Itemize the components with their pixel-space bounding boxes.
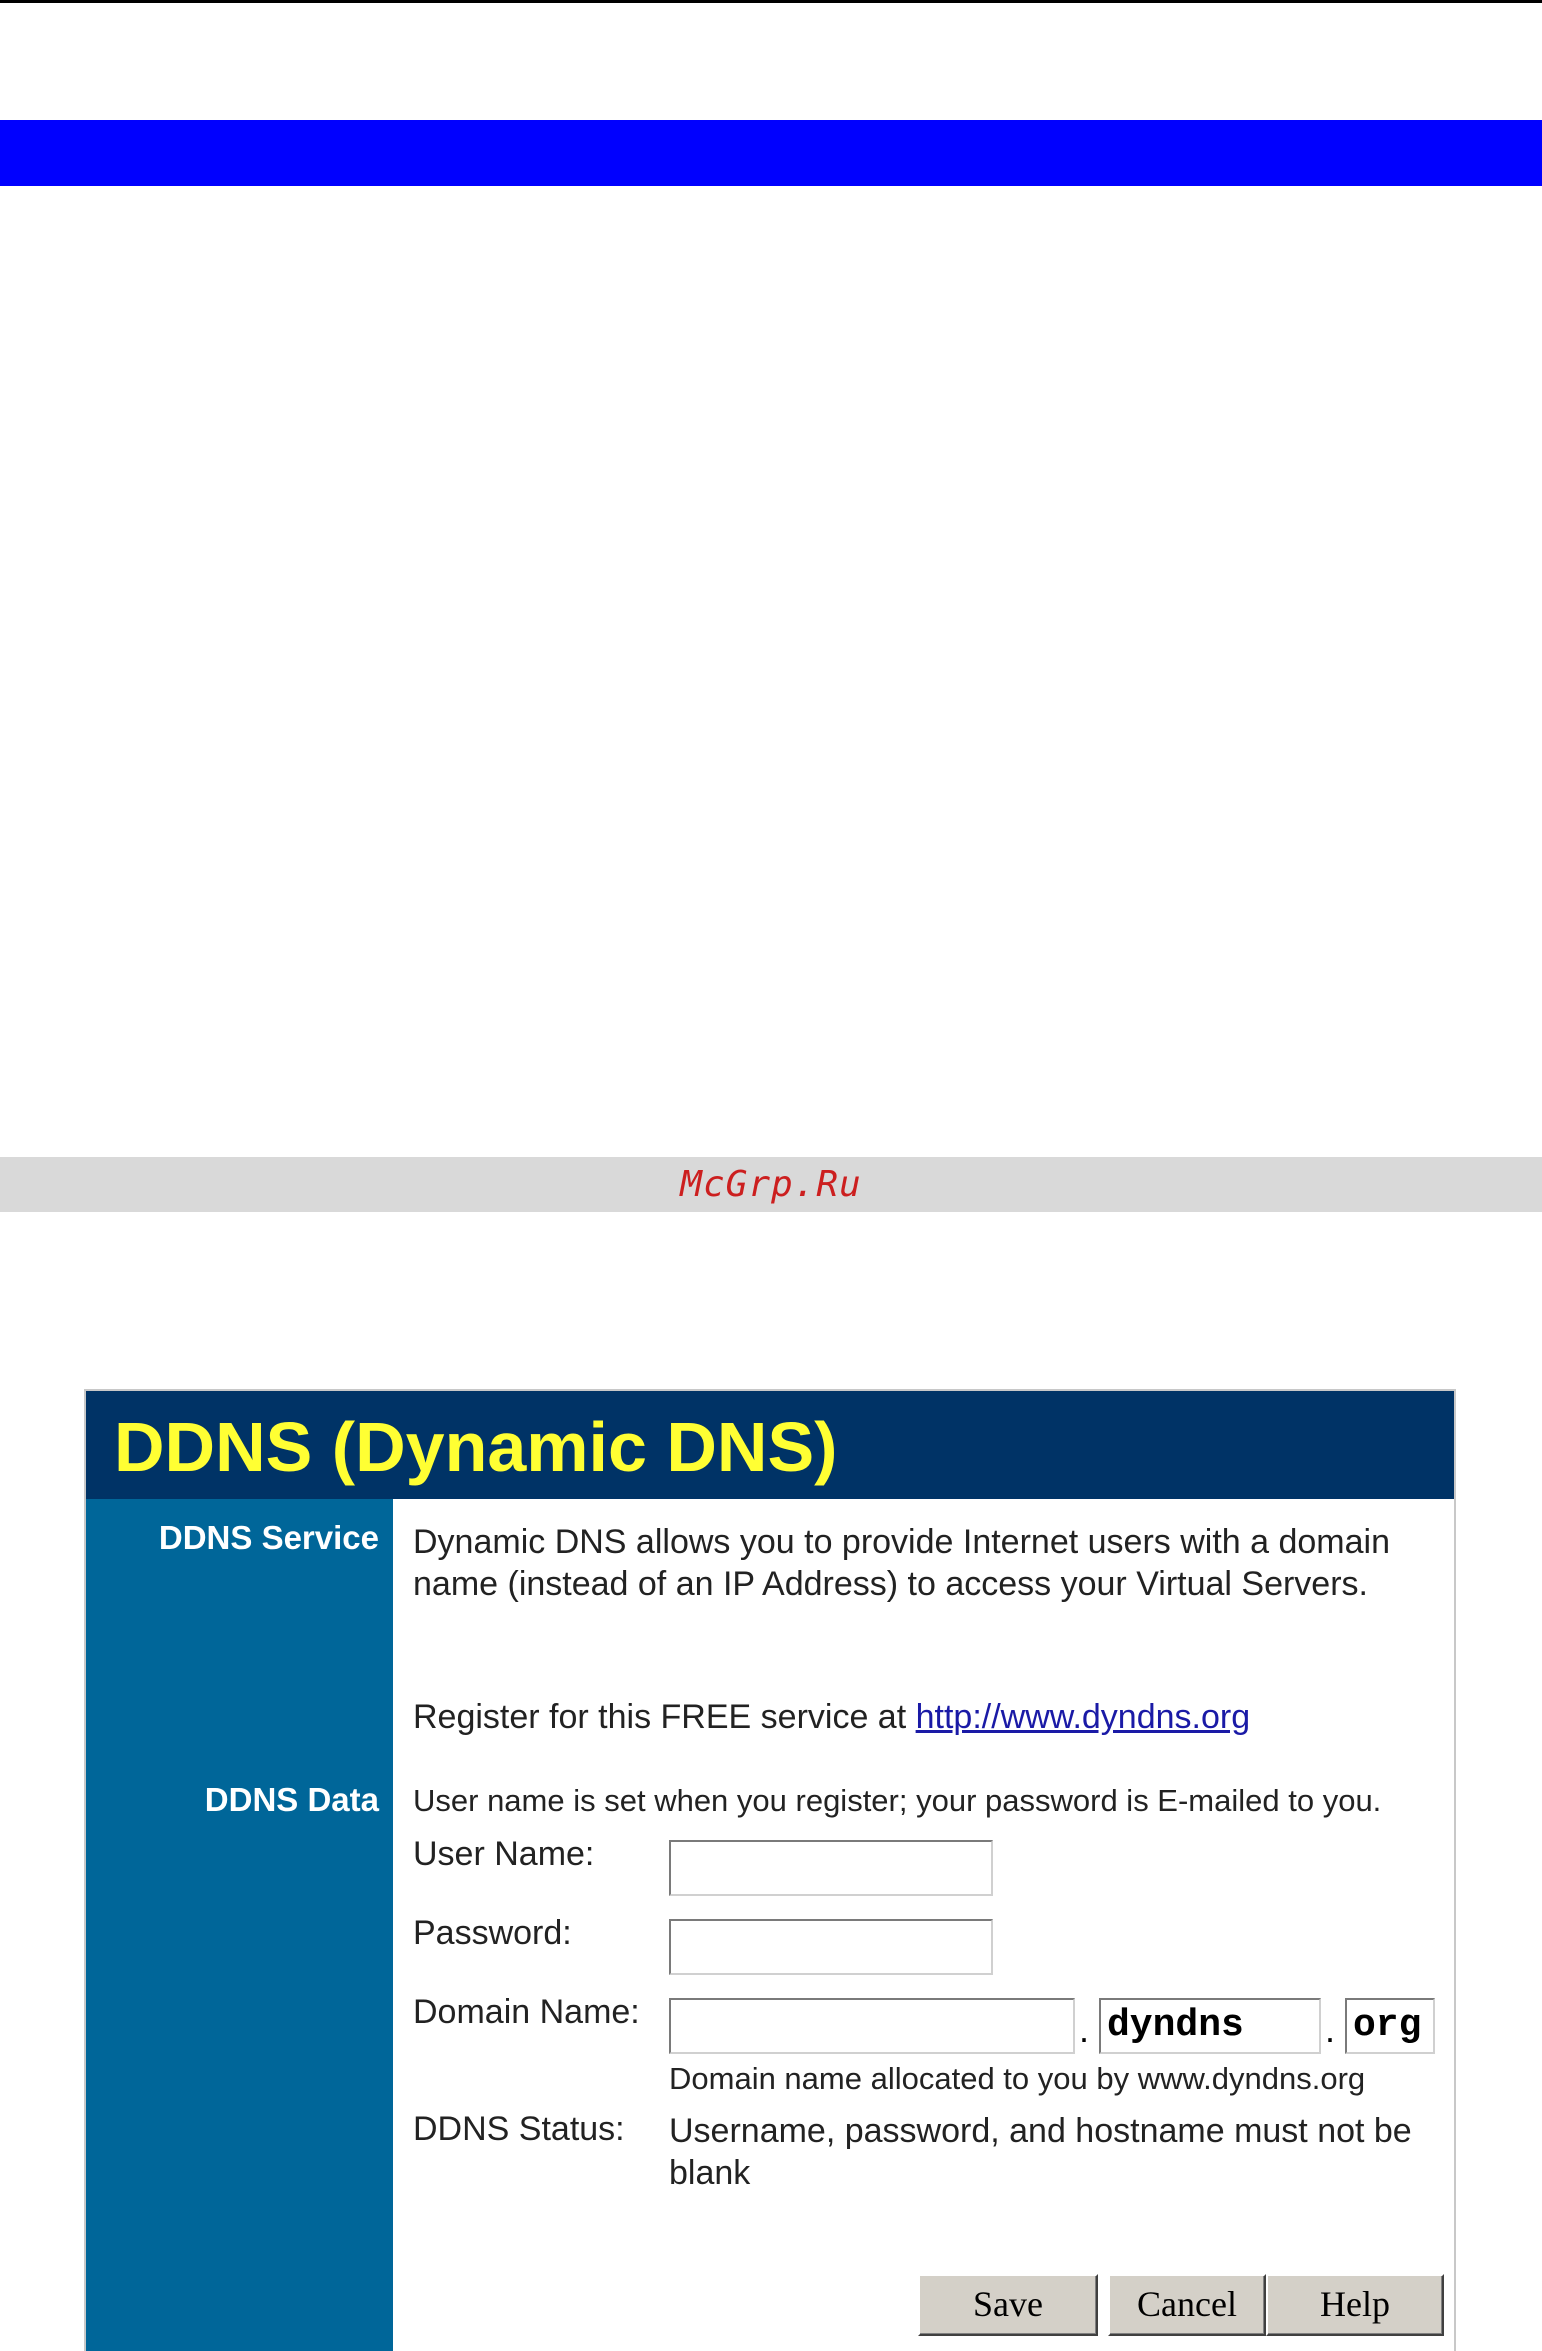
register-prefix: Register for this FREE service at [413,1698,916,1736]
dyndns-link[interactable]: http://www.dyndns.org [915,1698,1251,1736]
user-name-input[interactable] [669,1840,993,1896]
section-label-ddns-data: DDNS Data [204,1781,379,1818]
panel-header [86,1391,1454,1499]
ddns-status-value: Username, password, and hostname must not be blank [669,2112,1412,2192]
domain-dot-2: . [1325,2009,1336,2050]
side-column [86,1499,393,2351]
register-line [413,1696,1433,1738]
service-description: Dynamic DNS allows you to provide Internet users with a domain name (instead of an IP Address) to access your Virtual Servers. [413,1523,1390,1603]
cancel-button[interactable]: Cancel [1108,2274,1266,2336]
domain-hint: Domain name allocated to you by www.dyndns.org [669,2061,1366,2096]
domain-dot-1: . [1079,2009,1090,2050]
page-title: DDNS (Dynamic DNS) [114,1408,838,1486]
save-button[interactable]: Save [918,2274,1098,2336]
header-bar [0,120,1542,186]
ddns-panel [84,1389,1456,2351]
domain-name-label: Domain Name: [413,1993,640,2031]
help-button[interactable]: Help [1266,2274,1444,2336]
ddns-status-label: DDNS Status: [413,2110,625,2148]
watermark: McGrp.Ru [680,1164,862,1205]
domain-host-input[interactable] [669,1998,1075,2054]
password-input[interactable] [669,1919,993,1975]
top-rule [0,0,1542,3]
watermark-bar [0,1157,1542,1212]
domain-tld-input[interactable]: org [1345,1998,1435,2054]
content-area [393,1499,1454,2351]
section-label-ddns-service: DDNS Service [158,1519,379,1556]
password-label: Password: [413,1914,572,1952]
user-name-label: User Name: [413,1835,595,1873]
ddns-data-note: User name is set when you register; your password is E-mailed to you. [413,1783,1382,1818]
domain-mid-input[interactable]: dyndns [1099,1998,1321,2054]
